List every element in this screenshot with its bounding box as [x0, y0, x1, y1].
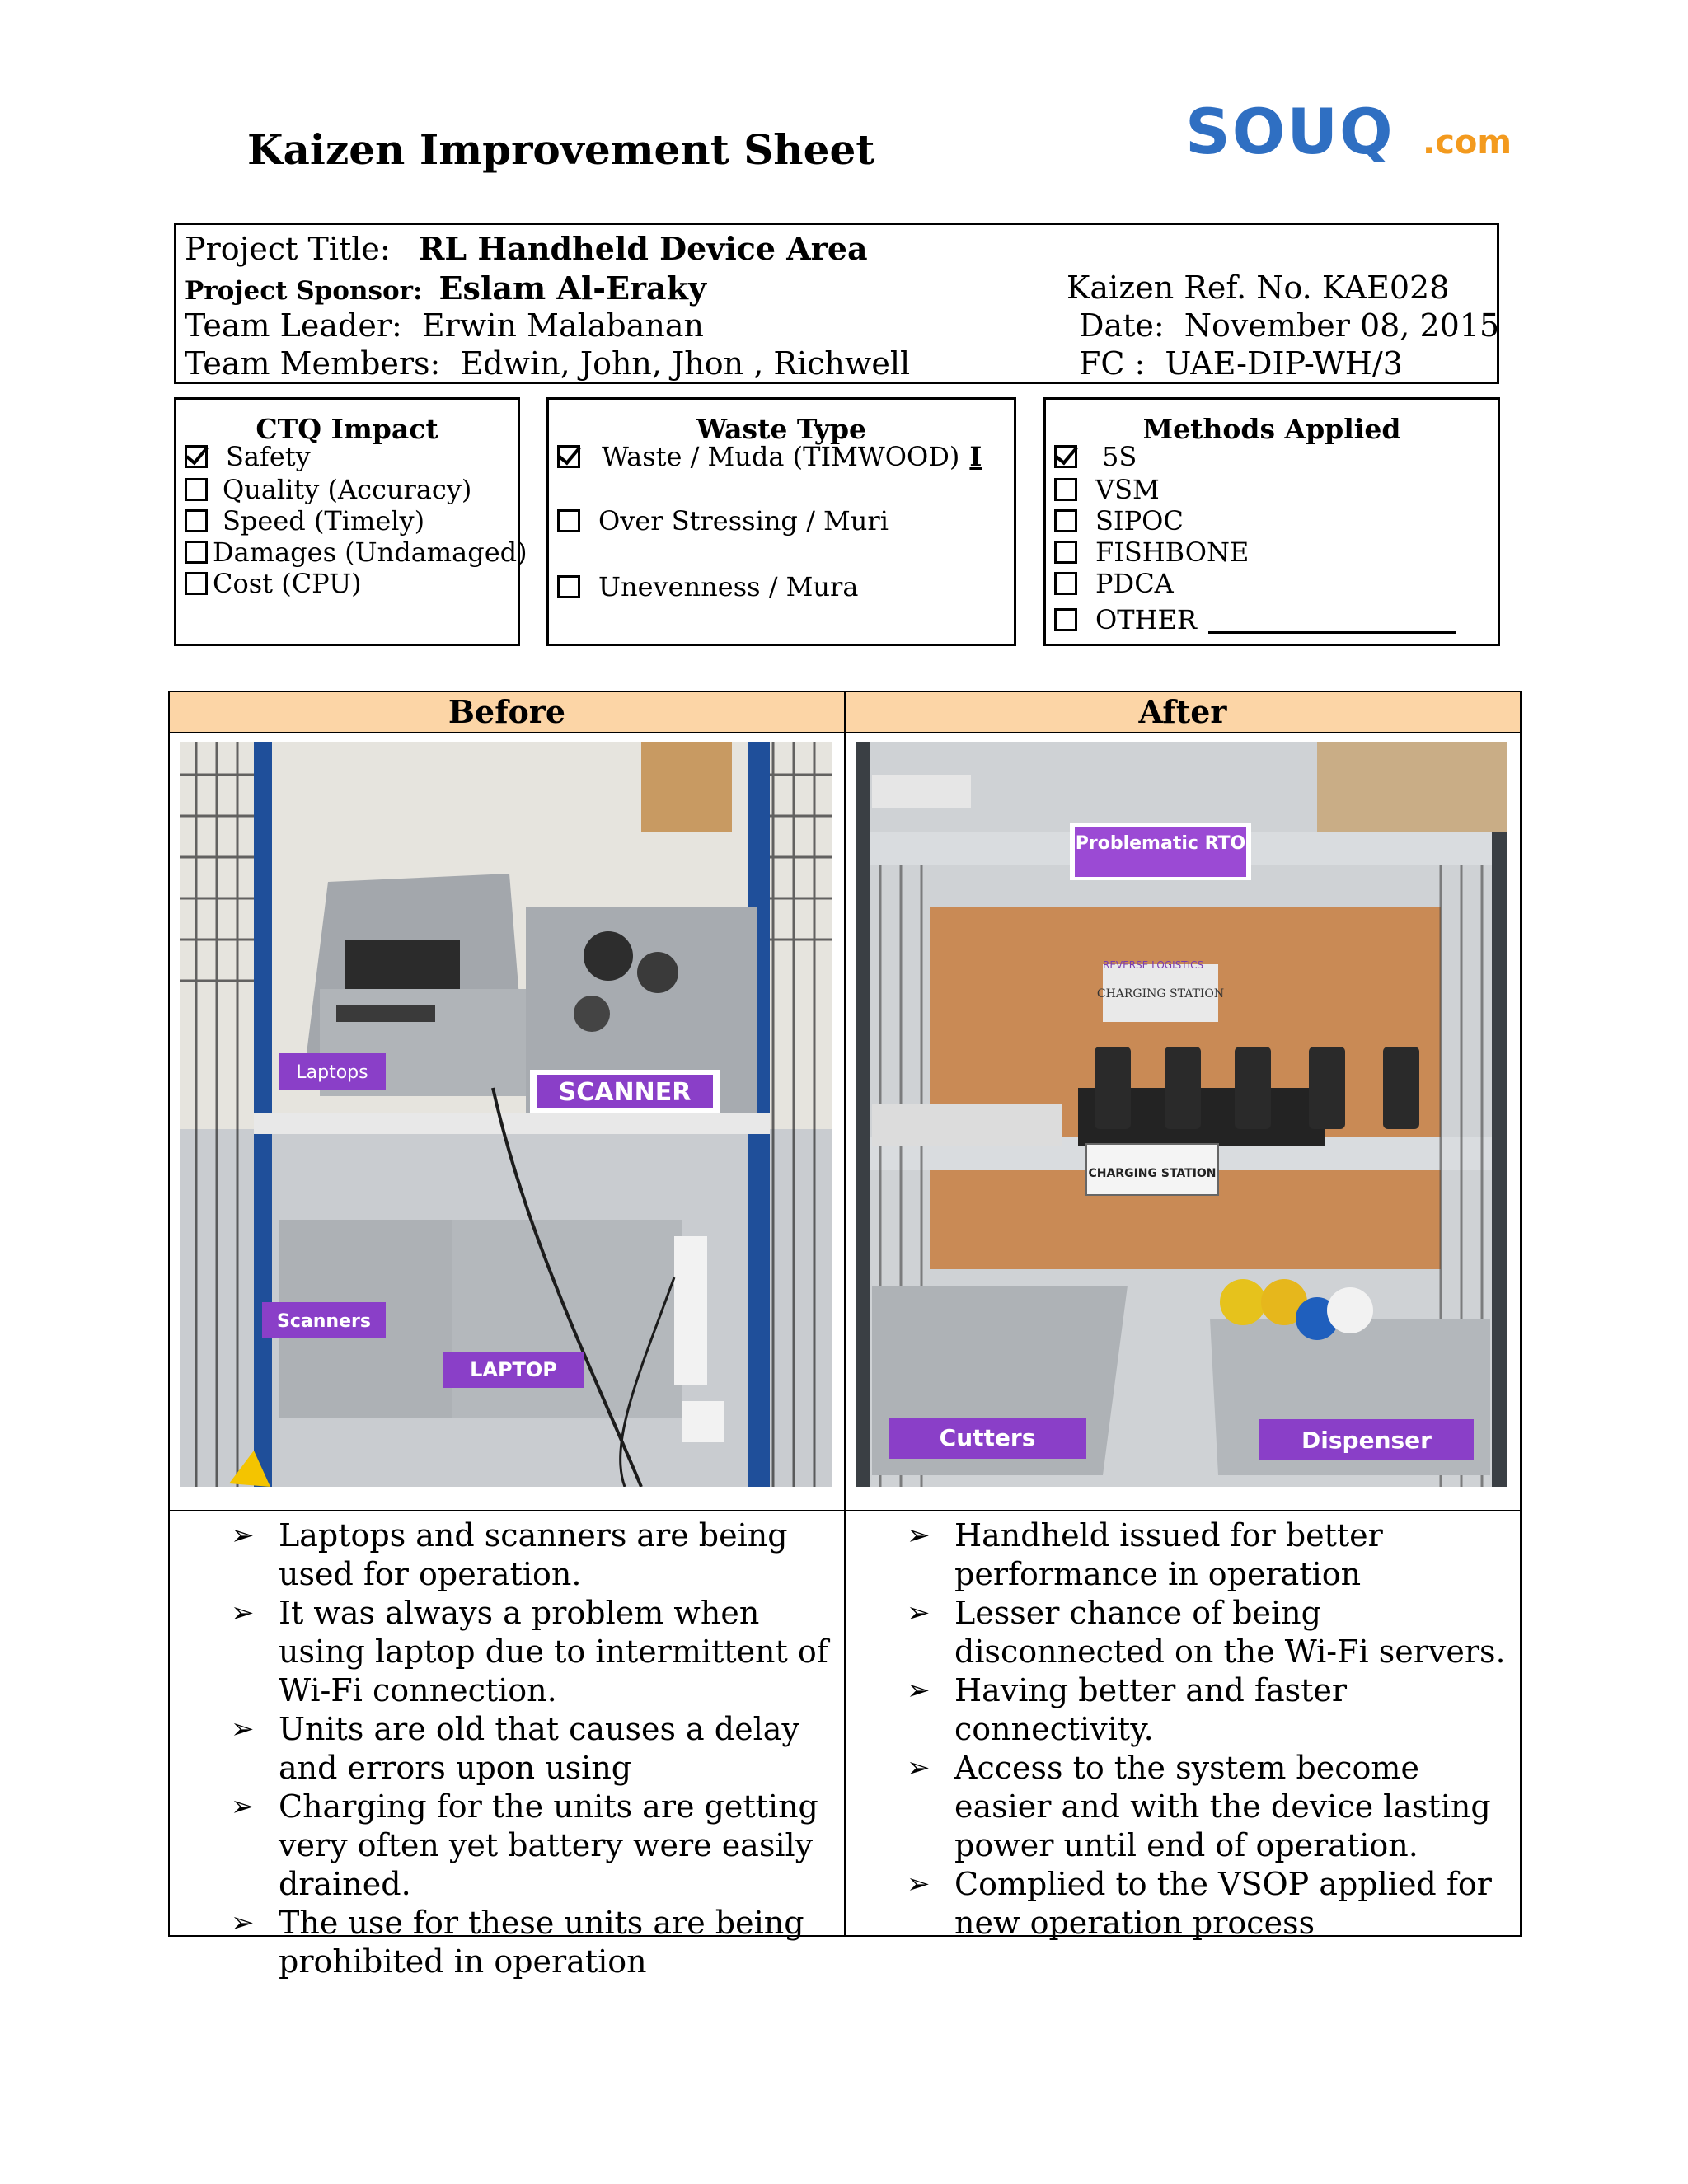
before-after-table: [168, 691, 1522, 1980]
photo-label-laptops: Laptops: [296, 1062, 368, 1083]
method-item-sipoc[interactable]: [1054, 505, 1184, 537]
before-bullet-list: [231, 1516, 837, 1981]
team-members-label: Team Members:: [185, 345, 441, 382]
date-label: Date:: [1079, 307, 1165, 344]
checkbox-icon[interactable]: [1054, 541, 1077, 564]
checkbox-icon[interactable]: [557, 509, 580, 532]
checked-checkbox-icon[interactable]: [185, 445, 208, 468]
waste-type-box: [546, 397, 1016, 646]
list-item: ➢ Charging for the units are getting very often yet battery were easily drained.: [231, 1788, 837, 1904]
waste-item-muri[interactable]: [557, 505, 889, 537]
waste-item-muda[interactable]: [557, 441, 982, 472]
column-divider: [844, 692, 846, 1935]
method-item-label: FISHBONE: [1095, 537, 1250, 568]
method-item-label: 5S: [1102, 441, 1137, 472]
method-item-label: VSM: [1095, 474, 1160, 505]
checked-checkbox-icon[interactable]: [1054, 445, 1077, 468]
before-heading: Before: [170, 692, 844, 733]
team-leader-value: Erwin Malabanan: [421, 307, 704, 344]
page-title: Kaizen Improvement Sheet: [247, 125, 875, 174]
ctq-item-safety[interactable]: [185, 441, 311, 472]
photo-label-scanner: SCANNER: [558, 1078, 692, 1107]
waste-item-label: Over Stressing / Muri: [598, 505, 889, 537]
checkbox-icon[interactable]: [1054, 478, 1077, 501]
list-item: ➢ Handheld issued for better performance in operation: [907, 1516, 1513, 1594]
photo-label-reverse-logistics: REVERSE LOGISTICS: [1103, 959, 1204, 971]
fc-value: UAE-DIP-WH/3: [1165, 345, 1403, 382]
ctq-item-cost[interactable]: [185, 568, 362, 599]
method-item-5s[interactable]: [1054, 441, 1137, 472]
team-leader-row: [185, 307, 704, 344]
team-leader-label: Team Leader:: [185, 307, 402, 344]
checkbox-icon[interactable]: [185, 509, 208, 532]
photo-label-charging-station: CHARGING STATION: [1088, 1167, 1217, 1180]
waste-type-title: Waste Type: [696, 413, 867, 445]
ctq-item-label: Quality (Accuracy): [223, 474, 472, 505]
ctq-item-quality[interactable]: [185, 474, 471, 505]
project-title-label: Project Title:: [185, 231, 391, 267]
methods-applied-box: [1043, 397, 1500, 646]
list-item: ➢ Access to the system become easier and with the device lasting power until end of operation.: [907, 1749, 1513, 1865]
ctq-impact-title: CTQ Impact: [256, 413, 438, 445]
sponsor-label: Project Sponsor:: [185, 276, 423, 306]
before-photo-illustration: [180, 742, 832, 1487]
method-item-fishbone[interactable]: [1054, 537, 1249, 568]
after-photo-illustration: [856, 742, 1507, 1487]
team-members-row: [185, 345, 910, 382]
photo-label-problematic-rto: Problematic RTO: [1075, 833, 1246, 854]
list-item: ➢ Lesser chance of being disconnected on the Wi-Fi servers.: [907, 1594, 1513, 1671]
list-item: ➢ Laptops and scanners are being used for operation.: [231, 1516, 837, 1594]
photo-label-dispenser: Dispenser: [1301, 1427, 1432, 1454]
checkbox-icon[interactable]: [557, 575, 580, 598]
list-item: ➢ Complied to the VSOP applied for new operation process: [907, 1865, 1513, 1943]
list-item: ➢ Having better and faster connectivity.: [907, 1671, 1513, 1749]
ctq-item-speed[interactable]: [185, 505, 424, 537]
ctq-impact-box: [174, 397, 528, 646]
after-heading: After: [846, 692, 1520, 733]
ctq-item-label: Damages (Undamaged): [213, 537, 528, 568]
checkbox-icon[interactable]: [185, 478, 208, 501]
list-item: ➢ The use for these units are being prohibited in operation: [231, 1904, 837, 1981]
checkbox-icon[interactable]: [1054, 509, 1077, 532]
method-item-label: PDCA: [1095, 568, 1174, 599]
checkbox-icon[interactable]: [1054, 608, 1077, 631]
method-item-pdca[interactable]: [1054, 568, 1174, 599]
ctq-item-damages[interactable]: [185, 537, 528, 568]
date-row: [1079, 307, 1499, 344]
photo-label-cutters: Cutters: [939, 1424, 1036, 1451]
photo-label-charging-station-small: CHARGING STATION: [1096, 987, 1225, 1001]
checkbox-icon[interactable]: [1054, 572, 1077, 595]
methods-applied-title: Methods Applied: [1142, 413, 1401, 445]
after-bullet-list: [907, 1516, 1513, 1943]
waste-item-label: Waste / Muda (TIMWOOD): [602, 441, 960, 472]
waste-item-mura[interactable]: [557, 571, 858, 602]
project-title-row: [185, 230, 868, 267]
sponsor-value: Eslam Al-Eraky: [438, 269, 707, 307]
after-photo: [856, 742, 1507, 1487]
logo-main-text: SOUQ: [1185, 97, 1395, 168]
checked-checkbox-icon[interactable]: [557, 445, 580, 468]
row-divider: [170, 1510, 1520, 1511]
date-value: November 08, 2015: [1184, 307, 1500, 344]
fc-label: FC :: [1079, 345, 1146, 382]
list-item: ➢ It was always a problem when using laptop due to intermittent of Wi-Fi connection.: [231, 1594, 837, 1710]
method-item-label: OTHER: [1095, 604, 1197, 635]
ctq-item-label: Safety: [226, 441, 311, 472]
other-blank-line[interactable]: [1208, 607, 1456, 634]
project-title-value: RL Handheld Device Area: [418, 230, 868, 267]
checkbox-icon[interactable]: [185, 572, 208, 595]
souq-logo: [1185, 97, 1531, 171]
sponsor-row: [185, 269, 706, 307]
logo-suffix-text: .com: [1423, 124, 1512, 162]
photo-label-laptop: LAPTOP: [470, 1358, 557, 1381]
waste-item-label: Unevenness / Mura: [598, 571, 859, 602]
ctq-item-label: Speed (Timely): [223, 505, 425, 537]
project-info-box: [174, 223, 1499, 384]
ctq-item-label: Cost (CPU): [213, 568, 362, 599]
checkbox-icon[interactable]: [185, 541, 208, 564]
method-item-vsm[interactable]: [1054, 474, 1160, 505]
waste-item-suffix: I: [969, 441, 982, 472]
kaizen-ref: Kaizen Ref. No. KAE028: [1067, 269, 1450, 306]
method-item-label: SIPOC: [1095, 505, 1184, 537]
fc-row: [1079, 345, 1403, 382]
photo-label-scanners: Scanners: [277, 1311, 371, 1332]
before-photo: [180, 742, 832, 1487]
list-item: ➢ Units are old that causes a delay and errors upon using: [231, 1710, 837, 1788]
method-item-other[interactable]: [1054, 604, 1456, 635]
team-members-value: Edwin, John, Jhon , Richwell: [460, 345, 911, 382]
